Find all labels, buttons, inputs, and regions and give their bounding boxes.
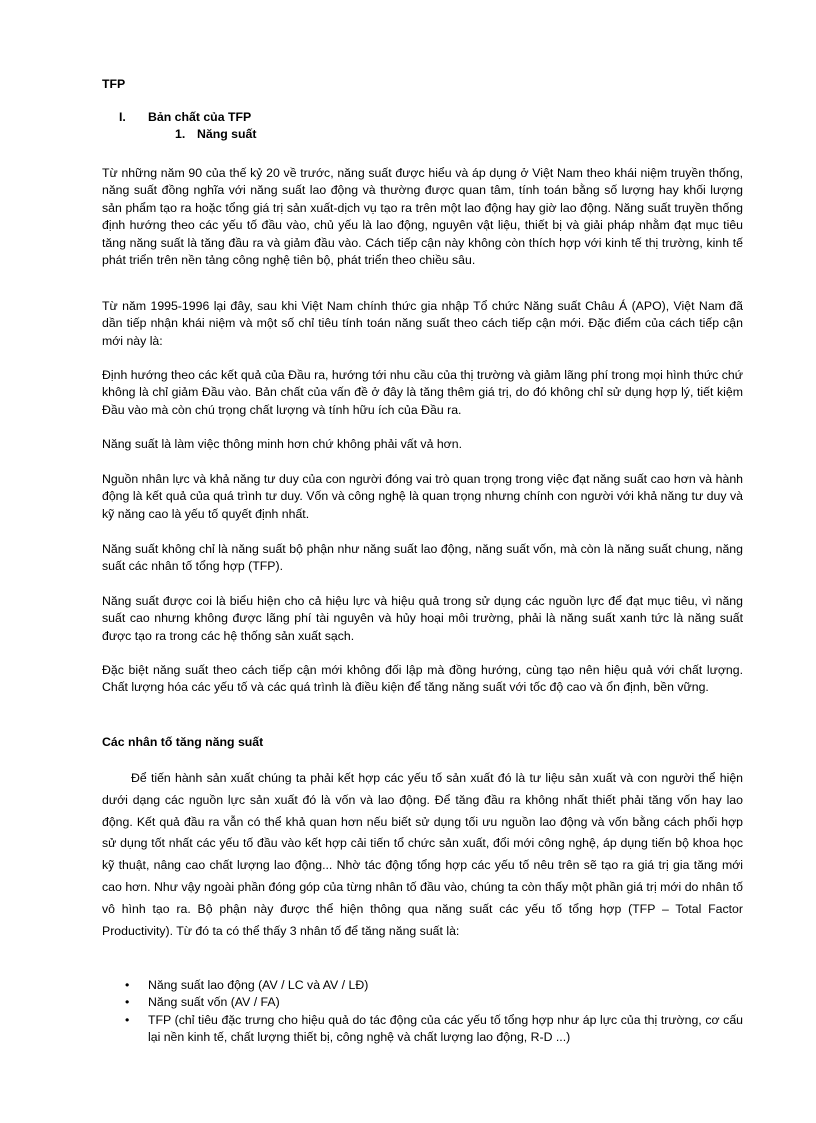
- list-item-text: Năng suất lao động (AV / LC và AV / LĐ): [148, 978, 369, 992]
- paragraph: Định hướng theo các kết quả của Đầu ra, hướng tới nhu cầu của thị trường và giảm lãng phí trong mọi hình thức chứ không là chỉ giảm Đầu vào. Bản chất của vấn đề ở đây là tăng thêm giá trị, do đó không chỉ sử dụng hợp lý, tiết kiệm Đầu vào mà còn chú trọng chất lượng và tính hữu ích của Đầu ra.: [102, 368, 743, 417]
- paragraph: Từ những năm 90 của thế kỷ 20 về trước, năng suất được hiểu và áp dụng ở Việt Nam theo khái niệm truyền thống, năng suất đồng nghĩa với năng suất lao động và thường được quan tâm, tính toán bằng số lượng hay khối lượng sản phẩm tạo ra hoặc tổng giá trị sản xuất-dịch vụ tạo ra trên một lao động hay giờ lao động. Năng suất truyền thống định hướng theo các yếu tố đầu vào, chủ yếu là lao động, nguyên vật liệu, thiết bị và giải pháp nhằm đạt mục tiêu tăng năng suất là tăng đầu ra và giảm đầu vào. Cách tiếp cận này không còn thích hợp với kinh tế thị trường, kinh tế phát triển trên nền tảng công nghệ tiên bộ, phát triển theo chiều sâu.: [102, 166, 743, 268]
- paragraph: Năng suất là làm việc thông minh hơn chứ không phải vất vả hơn.: [102, 437, 462, 451]
- paragraph: Đặc biệt năng suất theo cách tiếp cận mới không đối lập mà đồng hướng, cùng tạo nên hiệu quả với chất lượng. Chất lượng hóa các yếu tố và các quá trình là điều kiện để tăng năng suất với tốc độ cao và ổn định, bền vững.: [102, 663, 743, 695]
- subsection-number: 1.: [175, 127, 186, 141]
- paragraph: Năng suất được coi là biểu hiện cho cả hiệu lực và hiệu quả trong sử dụng các nguồn lực để đạt mục tiêu, vì năng suất cao nhưng không được lãng phí tài nguyên và hủy hoại môi trường, phải là năng suất xanh tức là năng suất được tạo ra trong các hệ thống sản xuất sạch.: [102, 594, 743, 643]
- paragraph: Từ năm 1995-1996 lại đây, sau khi Việt Nam chính thức gia nhập Tổ chức Năng suất Châu Á (APO), Việt Nam đã dần tiếp nhận khái niệm và một số chỉ tiêu tính toán năng suất theo cách tiếp cận mới. Đặc điểm của cách tiếp cận mới này là:: [102, 299, 743, 348]
- paragraph: Nguồn nhân lực và khả năng tư duy của con người đóng vai trò quan trọng trong việc đạt năng suất cao hơn và hành động là kết quả của quá trình tư duy. Vốn và công nghệ là quan trọng nhưng chính con người với khả năng tư duy và kỹ năng cao là yếu tố quyết định nhất.: [102, 472, 743, 521]
- factors-heading: Các nhân tố tăng năng suất: [102, 735, 264, 749]
- factor-list: [102, 977, 743, 1047]
- bullet-icon: •: [125, 1012, 130, 1027]
- list-item: [102, 977, 743, 994]
- list-item: [102, 994, 743, 1011]
- section-number: I.: [119, 110, 126, 124]
- subsection-title: Năng suất: [197, 127, 257, 141]
- factors-paragraph: Để tiến hành sản xuất chúng ta phải kết hợp các yếu tố sản xuất đó là tư liệu sản xuất và con người thể hiện dưới dạng các nguồn lực sản xuất đó là vốn và lao động. Để tăng đầu ra không nhất thiết phải tăng vốn hay lao động. Kết quả đầu ra vẫn có thể khả quan hơn nếu biết sử dụng tối ưu nguồn lao động và vốn bằng cách phối hợp sử dụng tốt nhất các yếu tố đầu vào kết hợp cải tiến tổ chức sản xuất, đổi mới công nghệ, áp dụng tiến bộ khoa học kỹ thuật, nâng cao chất lượng lao động... Nhờ tác động tổng hợp các yếu tố nêu trên sẽ tạo ra giá trị gia tăng mới cao hơn. Như vậy ngoài phần đóng góp của từng nhân tố đầu vào, chúng ta còn thấy một phần giá trị mới do nhân tố vô hình tạo ra. Bộ phận này được thể hiện thông qua năng suất các yếu tố tổng hợp (TFP – Total Factor Productivity). Từ đó ta có thể thấy 3 nhân tố để tăng năng suất là:: [102, 771, 743, 938]
- section-title: Bản chất của TFP: [148, 110, 252, 124]
- bullet-icon: •: [125, 995, 130, 1010]
- list-item: [102, 1012, 743, 1047]
- list-item-text: TFP (chỉ tiêu đặc trưng cho hiệu quả do tác động của các yếu tố tổng hợp như áp lực của thị trường, cơ cấu lại nền kinh tế, chất lượng thiết bị, công nghệ và chất lượng lao động, R-D ...): [148, 1012, 743, 1045]
- bullet-icon: •: [125, 978, 130, 992]
- paragraph: Năng suất không chỉ là năng suất bộ phận như năng suất lao động, năng suất vốn, mà còn là năng suất chung, năng suất các nhân tố tổng hợp (TFP).: [102, 542, 743, 574]
- list-item-text: Năng suất vốn (AV / FA): [148, 995, 280, 1010]
- document-title: TFP: [102, 77, 126, 91]
